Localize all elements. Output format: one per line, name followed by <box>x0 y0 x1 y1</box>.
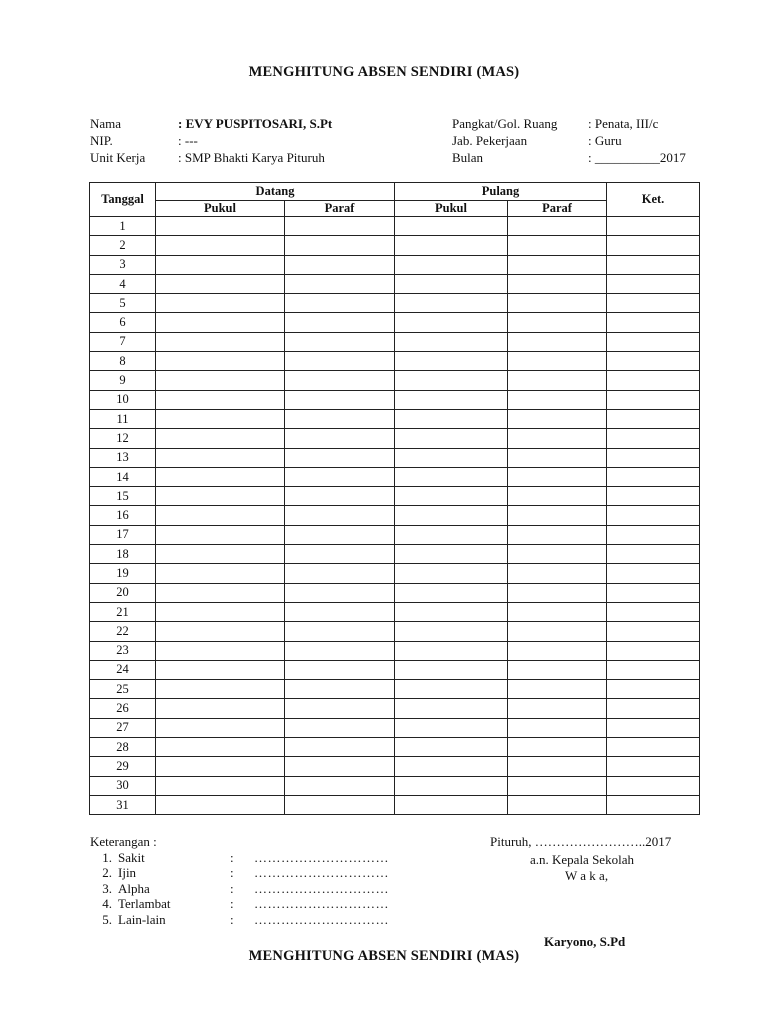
keterangan-item <box>90 881 389 897</box>
keterangan-item-number: 2. <box>102 865 112 880</box>
keterangan-block <box>90 834 389 927</box>
pulang-pukul-cell <box>395 371 508 390</box>
day-cell: 23 <box>90 641 156 660</box>
table-row <box>90 564 700 583</box>
datang-paraf-cell <box>285 776 395 795</box>
pulang-paraf-cell <box>508 602 607 621</box>
datang-pukul-cell <box>156 236 285 255</box>
keterangan-item-blank: ………………………… <box>254 865 389 880</box>
datang-paraf-cell <box>285 255 395 274</box>
table-row <box>90 718 700 737</box>
datang-pukul-cell <box>156 409 285 428</box>
table-row <box>90 622 700 641</box>
day-cell: 9 <box>90 371 156 390</box>
column-header-pulang-pukul: Pukul <box>395 201 508 217</box>
table-row <box>90 506 700 525</box>
pulang-paraf-cell <box>508 680 607 699</box>
ket-cell <box>607 429 700 448</box>
pulang-pukul-cell <box>395 274 508 293</box>
keterangan-item <box>90 865 389 881</box>
info-value-jabatan: : Guru <box>588 133 622 148</box>
ket-cell <box>607 660 700 679</box>
keterangan-item-colon: : <box>230 849 234 865</box>
keterangan-item-number: 3. <box>102 880 112 896</box>
table-row <box>90 583 700 602</box>
pulang-paraf-cell <box>508 583 607 602</box>
pulang-paraf-cell <box>508 718 607 737</box>
ket-cell <box>607 564 700 583</box>
pulang-pukul-cell <box>395 217 508 236</box>
datang-pukul-cell <box>156 776 285 795</box>
datang-paraf-cell <box>285 738 395 757</box>
pulang-pukul-cell <box>395 699 508 718</box>
ket-cell <box>607 448 700 467</box>
info-row-unit-kerja <box>90 149 332 166</box>
datang-paraf-cell <box>285 525 395 544</box>
day-cell: 24 <box>90 660 156 679</box>
datang-pukul-cell <box>156 390 285 409</box>
datang-pukul-cell <box>156 313 285 332</box>
pulang-pukul-cell <box>395 602 508 621</box>
pulang-paraf-cell <box>508 487 607 506</box>
datang-pukul-cell <box>156 545 285 564</box>
datang-pukul-cell <box>156 660 285 679</box>
datang-paraf-cell <box>285 313 395 332</box>
day-cell: 11 <box>90 409 156 428</box>
info-value-unit-kerja: : SMP Bhakti Karya Pituruh <box>178 150 325 165</box>
day-cell: 30 <box>90 776 156 795</box>
datang-paraf-cell <box>285 487 395 506</box>
ket-cell <box>607 332 700 351</box>
ket-cell <box>607 622 700 641</box>
pulang-paraf-cell <box>508 699 607 718</box>
datang-paraf-cell <box>285 352 395 371</box>
table-row <box>90 255 700 274</box>
pulang-paraf-cell <box>508 506 607 525</box>
day-cell: 3 <box>90 255 156 274</box>
datang-paraf-cell <box>285 583 395 602</box>
pulang-paraf-cell <box>508 274 607 293</box>
table-row <box>90 236 700 255</box>
keterangan-item-number: 4. <box>102 896 112 911</box>
datang-paraf-cell <box>285 294 395 313</box>
info-row-nip <box>90 132 332 149</box>
pulang-paraf-cell <box>508 525 607 544</box>
pulang-paraf-cell <box>508 409 607 428</box>
pulang-paraf-cell <box>508 332 607 351</box>
signature-role-2: W a k a, <box>565 868 609 883</box>
datang-pukul-cell <box>156 294 285 313</box>
pulang-pukul-cell <box>395 680 508 699</box>
pulang-paraf-cell <box>508 776 607 795</box>
keterangan-item-colon: : <box>230 896 234 911</box>
datang-paraf-cell <box>285 274 395 293</box>
keterangan-item-blank: ………………………… <box>254 911 389 927</box>
table-row <box>90 487 700 506</box>
table-row <box>90 738 700 757</box>
table-row <box>90 352 700 371</box>
datang-pukul-cell <box>156 795 285 814</box>
pulang-pukul-cell <box>395 506 508 525</box>
pulang-paraf-cell <box>508 352 607 371</box>
datang-pukul-cell <box>156 564 285 583</box>
info-value-bulan: : __________2017 <box>588 150 686 165</box>
attendance-table-body <box>90 217 700 815</box>
table-row <box>90 776 700 795</box>
info-label: Bulan <box>452 150 484 165</box>
pulang-pukul-cell <box>395 409 508 428</box>
ket-cell <box>607 525 700 544</box>
ket-cell <box>607 255 700 274</box>
day-cell: 28 <box>90 738 156 757</box>
datang-paraf-cell <box>285 332 395 351</box>
datang-paraf-cell <box>285 448 395 467</box>
datang-pukul-cell <box>156 602 285 621</box>
ket-cell <box>607 236 700 255</box>
info-right <box>452 115 686 166</box>
info-label: Pangkat/Gol. Ruang <box>452 116 558 131</box>
datang-pukul-cell <box>156 332 285 351</box>
keterangan-item-label: Lain-lain <box>118 911 166 927</box>
pulang-paraf-cell <box>508 622 607 641</box>
table-row <box>90 429 700 448</box>
pulang-paraf-cell <box>508 236 607 255</box>
day-cell: 21 <box>90 602 156 621</box>
datang-paraf-cell <box>285 467 395 486</box>
datang-paraf-cell <box>285 641 395 660</box>
datang-pukul-cell <box>156 467 285 486</box>
ket-cell <box>607 776 700 795</box>
datang-paraf-cell <box>285 545 395 564</box>
pulang-pukul-cell <box>395 641 508 660</box>
pulang-paraf-cell <box>508 467 607 486</box>
pulang-paraf-cell <box>508 448 607 467</box>
table-row <box>90 390 700 409</box>
pulang-paraf-cell <box>508 313 607 332</box>
table-row <box>90 313 700 332</box>
day-cell: 15 <box>90 487 156 506</box>
table-row <box>90 795 700 814</box>
info-label: Nama <box>90 116 122 131</box>
day-cell: 2 <box>90 236 156 255</box>
datang-pukul-cell <box>156 352 285 371</box>
info-value-nip: : --- <box>178 133 198 148</box>
day-cell: 27 <box>90 718 156 737</box>
table-row <box>90 525 700 544</box>
ket-cell <box>607 680 700 699</box>
ket-cell <box>607 352 700 371</box>
keterangan-item-label: Sakit <box>118 849 145 865</box>
column-header-tanggal: Tanggal <box>90 183 156 217</box>
table-row <box>90 409 700 428</box>
day-cell: 14 <box>90 467 156 486</box>
datang-pukul-cell <box>156 622 285 641</box>
ket-cell <box>607 274 700 293</box>
column-header-pulang-paraf: Paraf <box>508 201 607 217</box>
ket-cell <box>607 390 700 409</box>
datang-pukul-cell <box>156 699 285 718</box>
day-cell: 7 <box>90 332 156 351</box>
table-row <box>90 294 700 313</box>
datang-paraf-cell <box>285 390 395 409</box>
pulang-paraf-cell <box>508 545 607 564</box>
table-row <box>90 699 700 718</box>
day-cell: 6 <box>90 313 156 332</box>
day-cell: 8 <box>90 352 156 371</box>
pulang-pukul-cell <box>395 525 508 544</box>
datang-paraf-cell <box>285 236 395 255</box>
datang-paraf-cell <box>285 371 395 390</box>
table-row <box>90 217 700 236</box>
pulang-pukul-cell <box>395 332 508 351</box>
day-cell: 13 <box>90 448 156 467</box>
page-title: MENGHITUNG ABSEN SENDIRI (MAS) <box>248 64 520 80</box>
pulang-pukul-cell <box>395 390 508 409</box>
ket-cell <box>607 699 700 718</box>
datang-paraf-cell <box>285 660 395 679</box>
keterangan-list <box>90 850 389 928</box>
datang-paraf-cell <box>285 564 395 583</box>
datang-paraf-cell <box>285 429 395 448</box>
pulang-paraf-cell <box>508 641 607 660</box>
keterangan-item <box>90 850 389 866</box>
pulang-pukul-cell <box>395 545 508 564</box>
pulang-pukul-cell <box>395 255 508 274</box>
pulang-paraf-cell <box>508 660 607 679</box>
datang-pukul-cell <box>156 583 285 602</box>
datang-paraf-cell <box>285 795 395 814</box>
datang-pukul-cell <box>156 274 285 293</box>
datang-pukul-cell <box>156 738 285 757</box>
pulang-pukul-cell <box>395 622 508 641</box>
column-header-ket: Ket. <box>607 183 700 217</box>
pulang-paraf-cell <box>508 564 607 583</box>
pulang-pukul-cell <box>395 236 508 255</box>
datang-paraf-cell <box>285 622 395 641</box>
info-row-jabatan <box>452 132 686 149</box>
table-row <box>90 602 700 621</box>
keterangan-heading: Keterangan : <box>90 834 157 849</box>
datang-paraf-cell <box>285 409 395 428</box>
datang-pukul-cell <box>156 525 285 544</box>
day-cell: 29 <box>90 757 156 776</box>
place-date: Pituruh, ……………………..2017 <box>490 834 672 849</box>
info-label: NIP. <box>90 133 113 148</box>
info-label: Unit Kerja <box>90 150 146 165</box>
datang-pukul-cell <box>156 718 285 737</box>
datang-pukul-cell <box>156 429 285 448</box>
pulang-paraf-cell <box>508 217 607 236</box>
pulang-paraf-cell <box>508 738 607 757</box>
day-cell: 17 <box>90 525 156 544</box>
keterangan-item-colon: : <box>230 865 234 880</box>
day-cell: 19 <box>90 564 156 583</box>
table-row <box>90 332 700 351</box>
pulang-pukul-cell <box>395 487 508 506</box>
info-row-nama <box>90 115 332 132</box>
pulang-pukul-cell <box>395 429 508 448</box>
pulang-pukul-cell <box>395 313 508 332</box>
day-cell: 12 <box>90 429 156 448</box>
datang-pukul-cell <box>156 255 285 274</box>
keterangan-item-label: Alpha <box>118 880 150 896</box>
table-row <box>90 467 700 486</box>
info-row-bulan <box>452 149 686 166</box>
ket-cell <box>607 467 700 486</box>
signature-role-1: a.n. Kepala Sekolah <box>530 852 634 867</box>
page-title-bottom: MENGHITUNG ABSEN SENDIRI (MAS) <box>248 948 520 964</box>
keterangan-item <box>90 896 389 912</box>
pulang-paraf-cell <box>508 294 607 313</box>
ket-cell <box>607 602 700 621</box>
datang-pukul-cell <box>156 680 285 699</box>
table-row <box>90 371 700 390</box>
ket-cell <box>607 583 700 602</box>
keterangan-item-number: 5. <box>102 911 112 927</box>
ket-cell <box>607 409 700 428</box>
table-row <box>90 641 700 660</box>
day-cell: 16 <box>90 506 156 525</box>
datang-pukul-cell <box>156 487 285 506</box>
signature-name: Karyono, S.Pd <box>544 934 626 949</box>
day-cell: 26 <box>90 699 156 718</box>
table-row <box>90 660 700 679</box>
day-cell: 5 <box>90 294 156 313</box>
keterangan-item-number: 1. <box>102 849 112 865</box>
ket-cell <box>607 545 700 564</box>
datang-pukul-cell <box>156 757 285 776</box>
day-cell: 31 <box>90 795 156 814</box>
keterangan-item-label: Terlambat <box>118 896 171 911</box>
pulang-pukul-cell <box>395 352 508 371</box>
pulang-pukul-cell <box>395 564 508 583</box>
keterangan-item-colon: : <box>230 880 234 896</box>
pulang-pukul-cell <box>395 467 508 486</box>
pulang-paraf-cell <box>508 757 607 776</box>
column-header-datang: Datang <box>156 183 395 201</box>
table-header-row <box>90 183 700 201</box>
ket-cell <box>607 506 700 525</box>
keterangan-item-blank: ………………………… <box>254 896 389 911</box>
table-row <box>90 680 700 699</box>
keterangan-item-colon: : <box>230 911 234 927</box>
ket-cell <box>607 757 700 776</box>
day-cell: 4 <box>90 274 156 293</box>
day-cell: 25 <box>90 680 156 699</box>
datang-paraf-cell <box>285 699 395 718</box>
ket-cell <box>607 217 700 236</box>
info-row-pangkat <box>452 115 686 132</box>
datang-paraf-cell <box>285 718 395 737</box>
column-header-datang-paraf: Paraf <box>285 201 395 217</box>
pulang-pukul-cell <box>395 757 508 776</box>
day-cell: 22 <box>90 622 156 641</box>
ket-cell <box>607 371 700 390</box>
datang-pukul-cell <box>156 448 285 467</box>
day-cell: 18 <box>90 545 156 564</box>
ket-cell <box>607 487 700 506</box>
day-cell: 20 <box>90 583 156 602</box>
pulang-pukul-cell <box>395 776 508 795</box>
datang-pukul-cell <box>156 641 285 660</box>
datang-pukul-cell <box>156 217 285 236</box>
pulang-pukul-cell <box>395 738 508 757</box>
pulang-pukul-cell <box>395 294 508 313</box>
day-cell: 10 <box>90 390 156 409</box>
pulang-pukul-cell <box>395 583 508 602</box>
pulang-pukul-cell <box>395 718 508 737</box>
pulang-paraf-cell <box>508 429 607 448</box>
datang-paraf-cell <box>285 680 395 699</box>
pulang-paraf-cell <box>508 255 607 274</box>
datang-pukul-cell <box>156 506 285 525</box>
keterangan-item-blank: ………………………… <box>254 849 389 865</box>
pulang-paraf-cell <box>508 390 607 409</box>
datang-pukul-cell <box>156 371 285 390</box>
ket-cell <box>607 294 700 313</box>
pulang-pukul-cell <box>395 448 508 467</box>
ket-cell <box>607 738 700 757</box>
ket-cell <box>607 313 700 332</box>
datang-paraf-cell <box>285 602 395 621</box>
pulang-pukul-cell <box>395 795 508 814</box>
table-row <box>90 274 700 293</box>
pulang-paraf-cell <box>508 795 607 814</box>
keterangan-item <box>90 912 389 928</box>
datang-paraf-cell <box>285 217 395 236</box>
table-row <box>90 545 700 564</box>
info-value-nama: : EVY PUSPITOSARI, S.Pt <box>178 116 333 131</box>
table-row <box>90 448 700 467</box>
info-label: Jab. Pekerjaan <box>452 133 528 148</box>
ket-cell <box>607 718 700 737</box>
pulang-pukul-cell <box>395 660 508 679</box>
info-value-pangkat: : Penata, III/c <box>588 116 659 131</box>
ket-cell <box>607 795 700 814</box>
ket-cell <box>607 641 700 660</box>
column-header-pulang: Pulang <box>395 183 607 201</box>
keterangan-item-blank: ………………………… <box>254 880 389 896</box>
attendance-table <box>89 182 700 815</box>
keterangan-item-label: Ijin <box>118 865 137 880</box>
info-left <box>90 115 332 166</box>
datang-paraf-cell <box>285 506 395 525</box>
day-cell: 1 <box>90 217 156 236</box>
pulang-paraf-cell <box>508 371 607 390</box>
datang-paraf-cell <box>285 757 395 776</box>
column-header-datang-pukul: Pukul <box>156 201 285 217</box>
table-row <box>90 757 700 776</box>
